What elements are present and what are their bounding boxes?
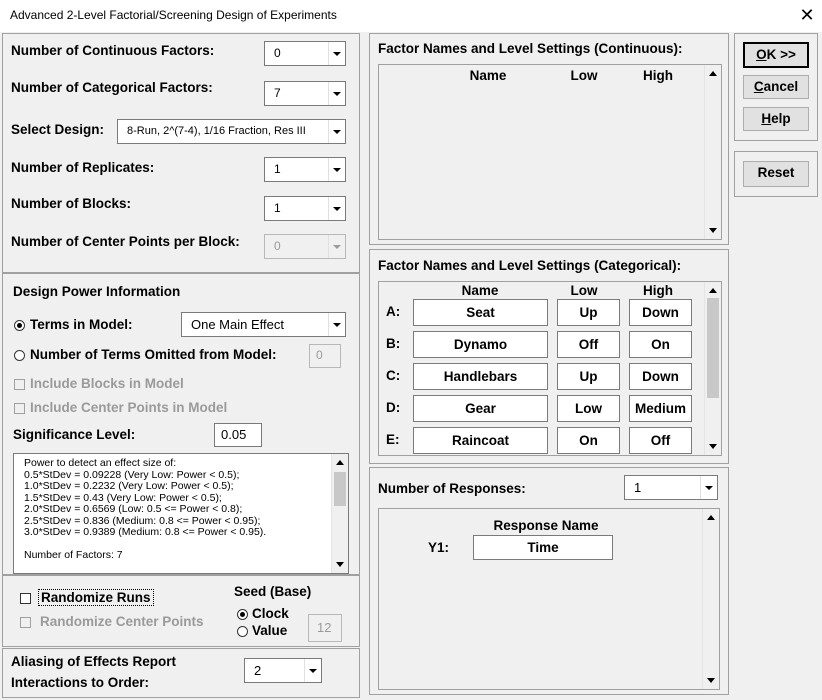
scroll-down-icon (707, 678, 715, 683)
blocks-label: Number of Blocks: (11, 196, 132, 211)
scroll-down-icon (336, 562, 344, 567)
categorical-factors-select[interactable] (264, 81, 346, 106)
response-names-table (378, 508, 720, 690)
select-design-label: Select Design: (11, 122, 105, 137)
seed-value-radio[interactable] (237, 626, 248, 637)
power-report-line: 1.5*StDev = 0.43 (Very Low: Power < 0.5); (24, 491, 222, 504)
chevron-down-icon (328, 158, 345, 181)
power-report-scrollbar[interactable] (331, 454, 348, 573)
blocks-value: 1 (274, 201, 281, 215)
significance-label: Significance Level: (13, 427, 136, 442)
factor-low-input[interactable]: Up (557, 299, 620, 326)
title-bar (0, 0, 822, 32)
factor-low-input[interactable]: Off (557, 331, 620, 358)
window-title: Advanced 2-Level Factorial/Screening Design of Experiments (10, 8, 337, 22)
design-power-panel (2, 273, 360, 575)
power-report-line: Number of Factors: 7 (24, 549, 123, 561)
continuous-factors-select[interactable] (264, 41, 346, 66)
continuous-table-heading: Factor Names and Level Settings (Continuous): (378, 41, 683, 56)
categorical-table-heading: Factor Names and Level Settings (Categorical): (378, 258, 682, 273)
factor-name-input[interactable]: Dynamo (413, 331, 548, 358)
factor-row-label: C: (386, 368, 401, 383)
response-table-scrollbar[interactable] (702, 509, 719, 689)
scroll-up-icon (709, 71, 717, 76)
terms-in-model-value: One Main Effect (191, 317, 284, 332)
design-power-heading: Design Power Information (13, 284, 181, 299)
chevron-down-icon (700, 476, 717, 499)
factor-low-input[interactable]: Up (557, 363, 620, 390)
categorical-col-high: High (643, 283, 673, 298)
scroll-thumb[interactable] (707, 298, 719, 398)
chevron-down-icon (328, 313, 345, 336)
factor-low-input[interactable]: On (557, 427, 620, 454)
blocks-select[interactable] (264, 196, 346, 221)
replicates-label: Number of Replicates: (11, 160, 155, 175)
ok-button[interactable]: OK >> (743, 42, 809, 68)
categorical-col-low: Low (570, 283, 598, 298)
reset-button[interactable]: Reset (743, 161, 809, 187)
scroll-down-icon (709, 444, 717, 449)
chevron-down-icon (304, 659, 321, 682)
seed-value-input: 12 (308, 614, 342, 642)
chevron-down-icon (328, 197, 345, 220)
include-blocks-checkbox (14, 379, 25, 390)
factor-high-input[interactable]: Off (629, 427, 692, 454)
interactions-order-select[interactable] (244, 658, 322, 683)
scroll-up-icon (707, 515, 715, 520)
randomize-center-label: Randomize Center Points (40, 614, 204, 629)
replicates-select[interactable] (264, 157, 346, 182)
continuous-table (378, 64, 722, 240)
factor-row-label: A: (386, 304, 401, 319)
center-points-value: 0 (274, 239, 281, 253)
power-report-text (24, 458, 266, 562)
include-center-label: Include Center Points in Model (30, 400, 228, 415)
scroll-up-icon (336, 460, 344, 465)
categorical-factors-panel (369, 249, 729, 464)
chevron-down-icon (328, 120, 345, 143)
continuous-col-high: High (643, 68, 673, 83)
scroll-down-icon (709, 228, 717, 233)
terms-omitted-label: Number of Terms Omitted from Model: (30, 347, 277, 362)
randomize-panel (2, 575, 360, 647)
terms-in-model-radio[interactable] (14, 320, 25, 331)
scroll-thumb[interactable] (334, 472, 346, 506)
center-points-select (264, 234, 346, 259)
close-icon[interactable]: ✕ (799, 5, 815, 25)
terms-in-model-dropdown[interactable] (181, 312, 346, 337)
responses-label: Number of Responses: (378, 481, 526, 496)
randomize-runs-checkbox[interactable] (20, 593, 31, 604)
select-design-value: 8-Run, 2^(7-4), 1/16 Fraction, Res III (127, 125, 306, 137)
power-report-line: 3.0*StDev = 0.9389 (Medium: 0.8 <= Power < 0.95). (24, 526, 267, 538)
responses-value: 1 (634, 480, 642, 495)
factor-row-label: B: (386, 336, 401, 351)
seed-clock-radio[interactable] (237, 609, 248, 620)
aliasing-label: Aliasing of Effects Report (11, 654, 177, 669)
reset-panel (734, 151, 818, 197)
power-report-line: 2.0*StDev = 0.6569 (Low: 0.5 <= Power < 0.8); (24, 503, 243, 515)
seed-value-label: Value (252, 623, 288, 638)
categorical-col-name: Name (461, 283, 499, 298)
select-design-dropdown[interactable] (117, 119, 346, 144)
chevron-down-icon (328, 235, 345, 258)
continuous-col-name: Name (469, 68, 507, 83)
factor-row-label: D: (386, 400, 401, 415)
response-name-input[interactable]: Time (473, 535, 613, 560)
chevron-down-icon (328, 82, 345, 105)
randomize-runs-label[interactable]: Randomize Runs (38, 589, 154, 606)
power-report-line: 0.5*StDev = 0.09228 (Very Low: Power < 0.5); (24, 468, 240, 481)
help-button[interactable]: Help (743, 107, 809, 131)
include-center-checkbox (14, 403, 25, 414)
scroll-up-icon (709, 288, 717, 293)
factor-high-input[interactable]: Medium (629, 395, 692, 422)
categorical-factors-label: Number of Categorical Factors: (11, 80, 213, 95)
responses-panel (369, 467, 729, 695)
center-points-label: Number of Center Points per Block: (11, 234, 240, 249)
factor-row-label: E: (386, 432, 400, 447)
aliasing-panel (2, 648, 360, 698)
continuous-factors-panel (369, 33, 729, 245)
replicates-value: 1 (274, 162, 281, 176)
continuous-table-scrollbar[interactable] (704, 65, 721, 239)
significance-input[interactable]: 0.05 (214, 423, 262, 447)
factor-name-input[interactable]: Raincoat (413, 427, 548, 454)
seed-clock-label: Clock (252, 606, 289, 621)
continuous-factors-label: Number of Continuous Factors: (11, 43, 215, 58)
power-report-box[interactable] (13, 453, 349, 574)
power-report-line: Power to detect an effect size of: (24, 457, 177, 469)
factor-high-input[interactable]: On (629, 331, 692, 358)
power-report-line: 2.5*StDev = 0.836 (Medium: 0.8 <= Power < 0.95); (24, 514, 261, 527)
factor-name-input[interactable]: Gear (413, 395, 548, 422)
terms-omitted-radio[interactable] (14, 350, 25, 361)
cancel-button[interactable]: Cancel (743, 75, 809, 99)
categorical-factors-value: 7 (274, 86, 281, 100)
randomize-center-checkbox (20, 617, 31, 628)
response-row-label: Y1: (428, 540, 450, 555)
main-buttons-panel (734, 33, 818, 141)
response-col-name: Response Name (493, 518, 599, 533)
terms-omitted-input: 0 (309, 344, 341, 368)
interactions-order-label: Interactions to Order: (11, 675, 150, 690)
terms-in-model-label: Terms in Model: (30, 317, 133, 332)
continuous-col-low: Low (570, 68, 598, 83)
factor-low-input[interactable]: Low (557, 395, 620, 422)
include-blocks-label: Include Blocks in Model (30, 376, 184, 391)
categorical-table-scrollbar[interactable] (704, 282, 721, 455)
design-settings-panel (2, 33, 360, 273)
seed-heading: Seed (Base) (234, 584, 312, 599)
factor-name-input[interactable]: Seat (413, 299, 548, 326)
factor-high-input[interactable]: Down (629, 363, 692, 390)
categorical-table (378, 281, 722, 456)
continuous-factors-value: 0 (274, 46, 281, 60)
factor-high-input[interactable]: Down (629, 299, 692, 326)
power-report-line: 1.0*StDev = 0.2232 (Very Low: Power < 0.5); (24, 480, 234, 492)
responses-select[interactable] (624, 475, 718, 500)
factor-name-input[interactable]: Handlebars (413, 363, 548, 390)
interactions-order-value: 2 (254, 663, 262, 678)
chevron-down-icon (328, 42, 345, 65)
